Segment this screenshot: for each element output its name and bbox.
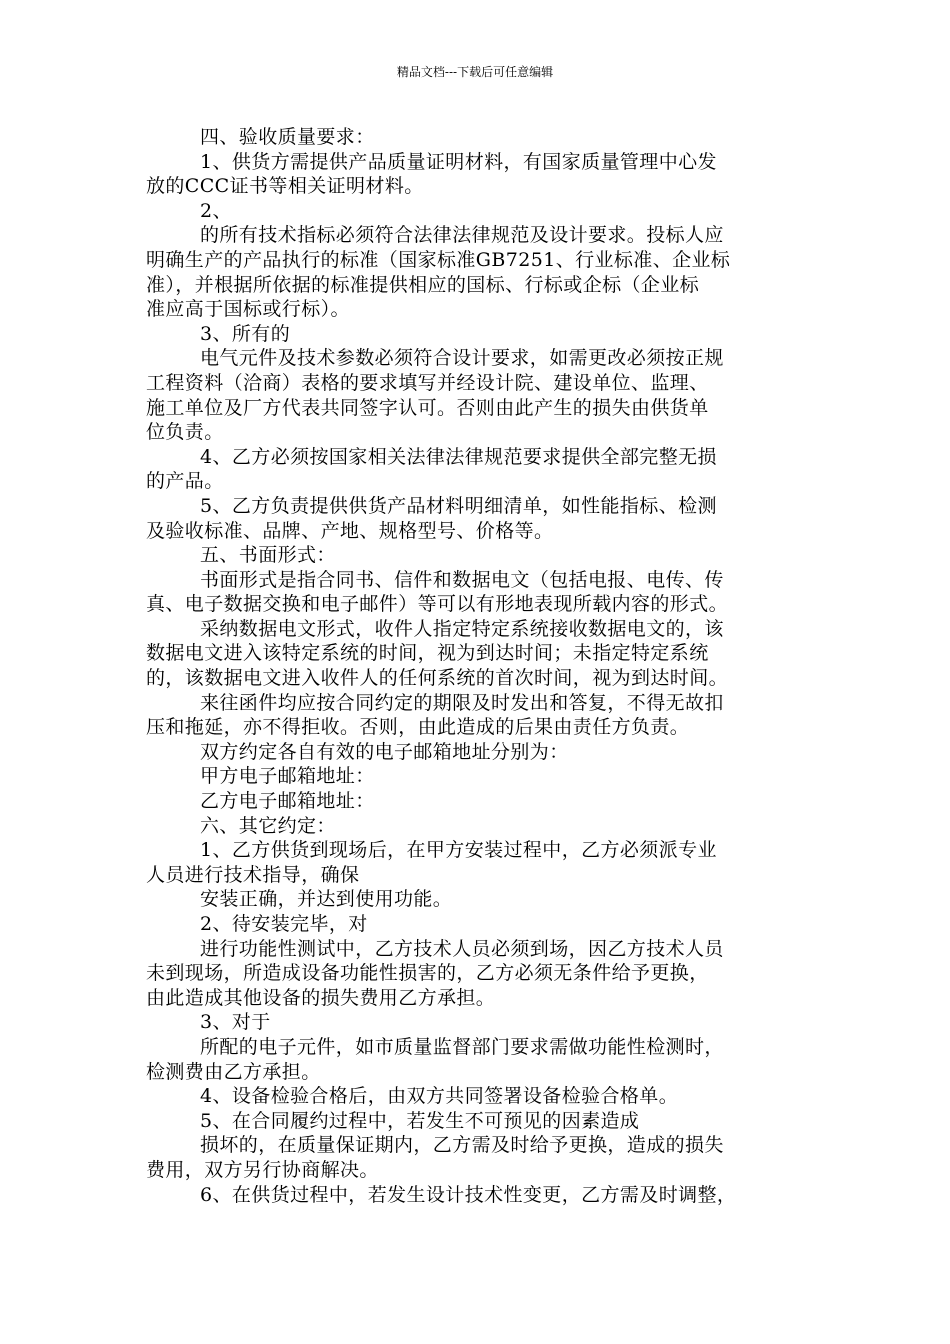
text-line: 检测费由乙方承担。 <box>146 1060 321 1083</box>
text-line: 的产品。 <box>146 470 224 493</box>
text-line: 五、书面形式： <box>200 544 336 567</box>
text-line: 真、电子数据交换和电子邮件）等可以有形地表现所载内容的形式。 <box>146 593 729 616</box>
text-line: 费用，双方另行协商解决。 <box>146 1158 379 1181</box>
text-line: 2、 <box>200 199 232 222</box>
text-line: 书面形式是指合同书、信件和数据电文（包括电报、电传、传 <box>200 568 724 591</box>
text-line: 来往函件均应按合同约定的期限及时发出和答复，不得无故扣 <box>200 691 724 714</box>
text-line: 1、供货方需提供产品质量证明材料，有国家质量管理中心发 <box>200 150 717 173</box>
text-line: 损坏的，在质量保证期内，乙方需及时给予更换，造成的损失 <box>200 1134 724 1157</box>
text-line: 四、验收质量要求： <box>200 126 375 148</box>
text-line: 放的CCC证书等相关证明材料。 <box>146 175 424 198</box>
document-body <box>146 125 826 1207</box>
text-line: 数据电文进入该特定系统的时间，视为到达时间；未指定特定系统 <box>146 642 709 665</box>
text-line: 6、在供货过程中，若发生设计技术性变更，乙方需及时调整， <box>200 1183 737 1206</box>
text-line: 4、设备检验合格后，由双方共同签署设备检验合格单。 <box>200 1085 679 1108</box>
text-line: 1、乙方供货到现场后，在甲方安装过程中，乙方必须派专业 <box>200 839 717 862</box>
text-line: 4、乙方必须按国家相关法律法律规范要求提供全部完整无损 <box>200 445 717 468</box>
text-line: 施工单位及厂方代表共同签字认可。否则由此产生的损失由供货单 <box>146 396 709 419</box>
text-line: 进行功能性测试中，乙方技术人员必须到场，因乙方技术人员 <box>200 937 724 960</box>
text-line: 准应高于国标或行标）。 <box>146 298 350 321</box>
text-line: 的，该数据电文进入收件人的任何系统的首次时间，视为到达时间。 <box>146 667 729 690</box>
text-line: 的所有技术指标必须符合法律法律规范及设计要求。投标人应 <box>200 224 724 247</box>
text-line: 甲方电子邮箱地址： <box>200 765 375 788</box>
text-line: 及验收标准、品牌、产地、规格型号、价格等。 <box>146 519 554 542</box>
text-line: 3、对于 <box>200 1011 271 1034</box>
text-line: 所配的电子元件，如市质量监督部门要求需做功能性检测时， <box>200 1035 724 1058</box>
text-line: 明确生产的产品执行的标准（国家标准GB7251、行业标准、企业标 <box>146 248 731 271</box>
text-line: 工程资料（洽商）表格的要求填写并经设计院、建设单位、监理、 <box>146 371 709 394</box>
text-line: 准），并根据所依据的标准提供相应的国标、行标或企标（企业标 <box>146 273 700 296</box>
text-line: 电气元件及技术参数必须符合设计要求，如需更改必须按正规 <box>200 347 724 370</box>
text-line: 双方约定各自有效的电子邮箱地址分别为： <box>200 740 569 763</box>
text-line: 压和拖延，亦不得拒收。否则，由此造成的后果由责任方负责。 <box>146 716 690 739</box>
text-line: 由此造成其他设备的损失费用乙方承担。 <box>146 986 496 1009</box>
text-line: 位负责。 <box>146 421 224 444</box>
text-line: 5、乙方负责提供供货产品材料明细清单，如性能指标、检测 <box>200 494 717 517</box>
text-line: 乙方电子邮箱地址： <box>200 790 375 813</box>
text-line: 2、待安装完毕，对 <box>200 913 368 935</box>
text-line: 采纳数据电文形式，收件人指定特定系统接收数据电文的，该 <box>200 617 724 640</box>
text-line: 安装正确，并达到使用功能。 <box>200 888 453 911</box>
text-line: 未到现场，所造成设备功能性损害的，乙方必须无条件给予更换， <box>146 962 709 985</box>
text-line: 六、其它约定： <box>200 814 336 837</box>
text-line: 3、所有的 <box>200 322 291 345</box>
text-line: 5、在合同履约过程中，若发生不可预见的因素造成 <box>200 1109 640 1132</box>
page-header: 精品文档---下载后可任意编辑 <box>396 65 554 79</box>
text-line: 人员进行技术指导，确保 <box>146 863 360 886</box>
